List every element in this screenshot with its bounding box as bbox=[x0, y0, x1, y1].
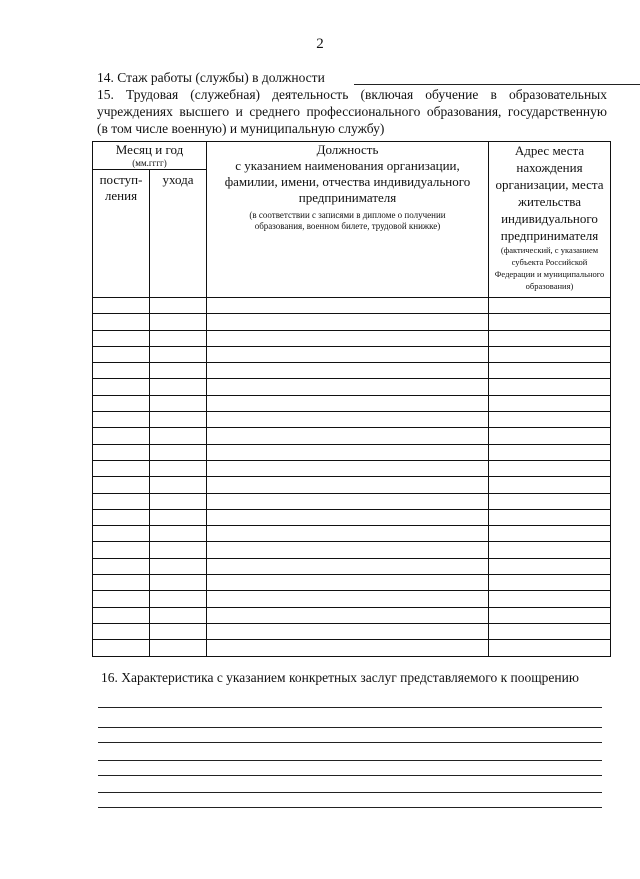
position-cell[interactable] bbox=[207, 623, 489, 639]
writing-line[interactable] bbox=[98, 775, 602, 776]
end-date-cell[interactable] bbox=[150, 607, 207, 623]
table-row bbox=[93, 575, 611, 591]
work-history-table bbox=[92, 141, 611, 657]
table-row bbox=[93, 298, 611, 314]
address-cell[interactable] bbox=[489, 526, 611, 542]
start-date-cell[interactable] bbox=[93, 412, 150, 428]
end-date-cell[interactable] bbox=[150, 412, 207, 428]
end-date-cell[interactable] bbox=[150, 509, 207, 525]
table-row bbox=[93, 558, 611, 574]
end-date-cell[interactable] bbox=[150, 363, 207, 379]
header-month-year-format: (мм.гггг) bbox=[132, 158, 167, 168]
table-row bbox=[93, 412, 611, 428]
position-cell[interactable] bbox=[207, 314, 489, 330]
writing-line[interactable] bbox=[98, 760, 602, 761]
header-address-note: (фактический, с указанием субъекта Российской Федерации и муниципального образования) bbox=[494, 245, 605, 291]
position-cell[interactable] bbox=[207, 412, 489, 428]
table-row bbox=[93, 428, 611, 444]
address-cell[interactable] bbox=[489, 509, 611, 525]
start-date-cell[interactable] bbox=[93, 493, 150, 509]
table-row bbox=[93, 444, 611, 460]
header-month-year-label: Месяц и год bbox=[115, 142, 184, 157]
table-row bbox=[93, 314, 611, 330]
table-row bbox=[93, 477, 611, 493]
end-date-cell[interactable] bbox=[150, 542, 207, 558]
start-date-cell[interactable] bbox=[93, 526, 150, 542]
start-date-cell[interactable] bbox=[93, 379, 150, 395]
address-cell[interactable] bbox=[489, 379, 611, 395]
start-date-cell[interactable] bbox=[93, 346, 150, 362]
header-start bbox=[93, 170, 150, 298]
position-cell[interactable] bbox=[207, 509, 489, 525]
address-cell[interactable] bbox=[489, 395, 611, 411]
position-cell[interactable] bbox=[207, 575, 489, 591]
address-cell[interactable] bbox=[489, 591, 611, 607]
address-cell[interactable] bbox=[489, 346, 611, 362]
item-14-label: 14. Стаж работы (службы) в должности bbox=[97, 70, 325, 85]
address-cell[interactable] bbox=[489, 542, 611, 558]
header-position-desc: с указанием наименования организации, фамилии, имени, отчества индивидуального предпринимателя bbox=[224, 158, 471, 205]
address-cell[interactable] bbox=[489, 477, 611, 493]
address-cell[interactable] bbox=[489, 314, 611, 330]
table-row bbox=[93, 493, 611, 509]
end-date-cell[interactable] bbox=[150, 444, 207, 460]
position-cell[interactable] bbox=[207, 607, 489, 623]
item-15-line-2: учреждениях высшего и среднего профессионального образования, государственную bbox=[97, 104, 607, 119]
position-cell[interactable] bbox=[207, 558, 489, 574]
table-row bbox=[93, 526, 611, 542]
start-date-cell[interactable] bbox=[93, 542, 150, 558]
item-15-line-1: 15. Трудовая (служебная) деятельность (включая обучение в образовательных bbox=[97, 87, 607, 102]
table-row bbox=[93, 330, 611, 346]
writing-line[interactable] bbox=[98, 807, 602, 808]
position-cell[interactable] bbox=[207, 526, 489, 542]
writing-line[interactable] bbox=[98, 727, 602, 728]
start-date-cell[interactable] bbox=[93, 363, 150, 379]
address-cell[interactable] bbox=[489, 330, 611, 346]
table-row bbox=[93, 623, 611, 639]
end-date-cell[interactable] bbox=[150, 460, 207, 476]
position-cell[interactable] bbox=[207, 428, 489, 444]
address-cell[interactable] bbox=[489, 412, 611, 428]
page-number: 2 bbox=[316, 36, 324, 52]
position-cell[interactable] bbox=[207, 591, 489, 607]
end-date-cell[interactable] bbox=[150, 330, 207, 346]
header-start-label: поступ-ления bbox=[99, 172, 143, 203]
address-cell[interactable] bbox=[489, 640, 611, 656]
address-cell[interactable] bbox=[489, 444, 611, 460]
position-cell[interactable] bbox=[207, 542, 489, 558]
end-date-cell[interactable] bbox=[150, 493, 207, 509]
table-row bbox=[93, 509, 611, 525]
end-date-cell[interactable] bbox=[150, 623, 207, 639]
header-end-label: ухода bbox=[162, 172, 194, 187]
end-date-cell[interactable] bbox=[150, 395, 207, 411]
position-cell[interactable] bbox=[207, 460, 489, 476]
item-14 bbox=[97, 70, 325, 86]
position-cell[interactable] bbox=[207, 330, 489, 346]
start-date-cell[interactable] bbox=[93, 444, 150, 460]
start-date-cell[interactable] bbox=[93, 623, 150, 639]
position-cell[interactable] bbox=[207, 477, 489, 493]
table-row bbox=[93, 607, 611, 623]
position-cell[interactable] bbox=[207, 379, 489, 395]
table-row bbox=[93, 640, 611, 656]
address-cell[interactable] bbox=[489, 558, 611, 574]
start-date-cell[interactable] bbox=[93, 575, 150, 591]
end-date-cell[interactable] bbox=[150, 428, 207, 444]
header-position-title: Должность bbox=[316, 142, 379, 157]
header-position bbox=[207, 142, 489, 298]
table-row bbox=[93, 542, 611, 558]
address-cell[interactable] bbox=[489, 298, 611, 314]
end-date-cell[interactable] bbox=[150, 591, 207, 607]
position-cell[interactable] bbox=[207, 640, 489, 656]
writing-line[interactable] bbox=[98, 792, 602, 793]
position-cell[interactable] bbox=[207, 298, 489, 314]
start-date-cell[interactable] bbox=[93, 477, 150, 493]
start-date-cell[interactable] bbox=[93, 428, 150, 444]
start-date-cell[interactable] bbox=[93, 314, 150, 330]
position-cell[interactable] bbox=[207, 444, 489, 460]
end-date-cell[interactable] bbox=[150, 526, 207, 542]
end-date-cell[interactable] bbox=[150, 379, 207, 395]
end-date-cell[interactable] bbox=[150, 477, 207, 493]
table-body bbox=[93, 298, 611, 657]
table-row bbox=[93, 591, 611, 607]
start-date-cell[interactable] bbox=[93, 509, 150, 525]
header-month-year bbox=[93, 142, 207, 170]
table-row bbox=[93, 346, 611, 362]
start-date-cell[interactable] bbox=[93, 591, 150, 607]
end-date-cell[interactable] bbox=[150, 558, 207, 574]
start-date-cell[interactable] bbox=[93, 607, 150, 623]
item-15-line-3: (в том числе военную) и муниципальную службу) bbox=[97, 121, 385, 136]
item-16-label: 16. Характеристика с указанием конкретных заслуг представляемого к поощрению bbox=[101, 670, 579, 685]
table-row bbox=[93, 363, 611, 379]
end-date-cell[interactable] bbox=[150, 314, 207, 330]
start-date-cell[interactable] bbox=[93, 395, 150, 411]
start-date-cell[interactable] bbox=[93, 330, 150, 346]
position-cell[interactable] bbox=[207, 395, 489, 411]
item-15 bbox=[97, 86, 607, 137]
address-cell[interactable] bbox=[489, 575, 611, 591]
address-cell[interactable] bbox=[489, 460, 611, 476]
writing-line[interactable] bbox=[98, 707, 602, 708]
position-cell[interactable] bbox=[207, 346, 489, 362]
table-row bbox=[93, 460, 611, 476]
position-cell[interactable] bbox=[207, 493, 489, 509]
header-address-title: Адрес места нахождения организации, места жительства индивидуального предпринимателя bbox=[495, 143, 604, 243]
start-date-cell[interactable] bbox=[93, 298, 150, 314]
writing-line[interactable] bbox=[98, 742, 602, 743]
table-row bbox=[93, 379, 611, 395]
header-end bbox=[150, 170, 207, 298]
address-cell[interactable] bbox=[489, 607, 611, 623]
address-cell[interactable] bbox=[489, 623, 611, 639]
end-date-cell[interactable] bbox=[150, 298, 207, 314]
address-cell[interactable] bbox=[489, 493, 611, 509]
header-position-note: (в соответствии с записями в дипломе о получении образования, военном билете, трудовой книжке) bbox=[249, 210, 446, 231]
header-address bbox=[489, 142, 611, 298]
start-date-cell[interactable] bbox=[93, 640, 150, 656]
address-cell[interactable] bbox=[489, 428, 611, 444]
position-cell[interactable] bbox=[207, 363, 489, 379]
end-date-cell[interactable] bbox=[150, 346, 207, 362]
start-date-cell[interactable] bbox=[93, 558, 150, 574]
end-date-cell[interactable] bbox=[150, 640, 207, 656]
table-row bbox=[93, 395, 611, 411]
item-14-fill-line[interactable] bbox=[354, 84, 640, 85]
address-cell[interactable] bbox=[489, 363, 611, 379]
start-date-cell[interactable] bbox=[93, 460, 150, 476]
end-date-cell[interactable] bbox=[150, 575, 207, 591]
